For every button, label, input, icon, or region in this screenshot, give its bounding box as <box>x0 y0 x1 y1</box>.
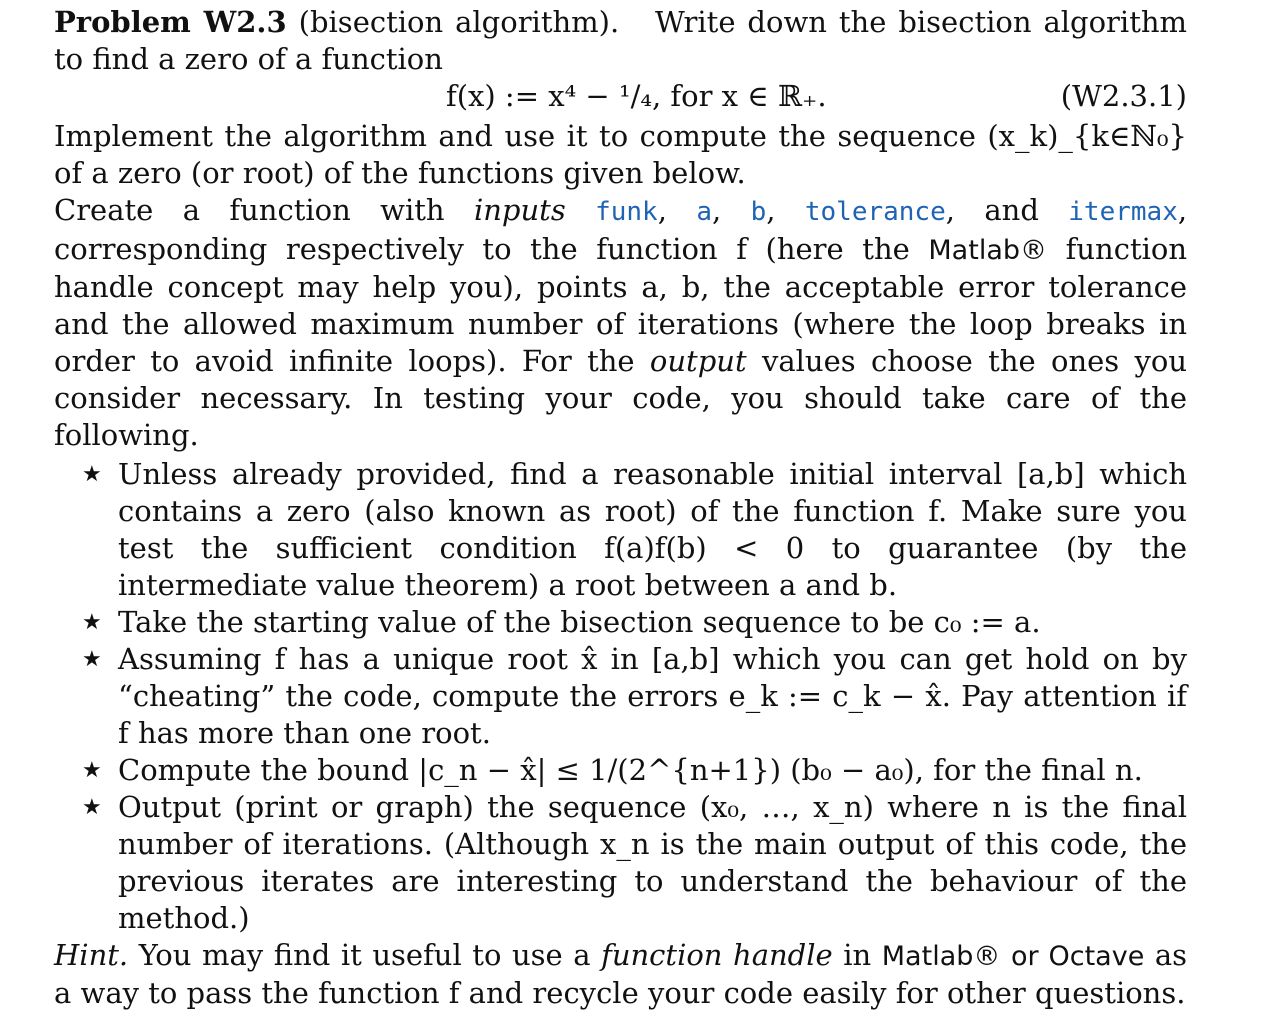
arg-funk: funk <box>595 197 658 227</box>
arg-tolerance: tolerance <box>804 197 946 227</box>
paragraph-implement: Implement the algorithm and use it to compute the sequence (x_k)_{k∈ℕ₀} of a zero (or root) of the functions given below. <box>54 119 1187 190</box>
star-bullet-icon: ★ <box>82 758 102 783</box>
problem-label: Problem W2.3 <box>54 5 287 39</box>
problem-intro-text: Write down the bisection algorithm to find a zero of a function <box>54 5 1188 76</box>
equation-number: (W2.3.1) <box>1060 79 1187 113</box>
problem-subtitle: (bisection algorithm). <box>298 5 620 39</box>
problem-intro <box>54 4 1187 78</box>
star-bullet-icon: ★ <box>82 462 102 487</box>
hint-label: Hint. <box>54 938 129 972</box>
star-bullet-icon: ★ <box>82 610 102 635</box>
star-bullet-icon: ★ <box>82 647 102 672</box>
list-item: ★ Assuming f has a unique root x̂ in [a,b] which you can get hold on by “cheating” the code, compute the errors e_k := c_k − x̂. Pay attention if f has more than one root. <box>82 642 1187 750</box>
equation-line <box>54 78 1187 118</box>
list-item: ★ Take the starting value of the bisection sequence to be c₀ := a. <box>82 605 1041 639</box>
matlab-brand: Matlab® <box>881 941 1001 972</box>
arg-a: a <box>696 197 712 227</box>
arg-b: b <box>750 197 767 227</box>
arg-itermax: itermax <box>1068 197 1178 227</box>
problem-page <box>54 4 1187 1012</box>
paragraph-create-function: Create a function with inputs funk, a, b, tolerance, and itermax, corresponding respectively to the function f (here the Matlab® function handle concept may help you), points a, b, the acceptable error tolerance and the allowed maximum number of iterations (where the loop breaks in order to avoid infinite loops). For the output values choose the ones you consider necessary. In testing your code, you should take care of the following. <box>54 193 1188 452</box>
octave-brand: or Octave <box>1010 941 1145 972</box>
equation: f(x) := x⁴ − ¹/₄, for x ∈ ℝ₊. <box>446 79 827 113</box>
hint-paragraph: Hint. You may find it useful to use a function handle in Matlab® or Octave as a way to pass the function f and recycle your code easily for other questions. <box>54 938 1188 1010</box>
list-item: ★ Unless already provided, find a reasonable initial interval [a,b] which contains a zero (also known as root) of the function f. Make sure you test the sufficient condition f(a)f(b) < 0 to guarantee (by the intermediate value theorem) a root between a and b. <box>82 457 1187 602</box>
matlab-brand: Matlab® <box>928 235 1048 266</box>
list-item: ★ Output (print or graph) the sequence (x₀, …, x_n) where n is the final number of iterations. (Although x_n is the main output of this code, the previous iterates are interesting to understand the behaviour of the method.) <box>82 790 1187 935</box>
star-bullet-icon: ★ <box>82 795 102 820</box>
requirements-list <box>54 456 1187 937</box>
list-item: ★ Compute the bound |c_n − x̂| ≤ 1/(2^{n+1}) (b₀ − a₀), for the final n. <box>82 753 1143 787</box>
